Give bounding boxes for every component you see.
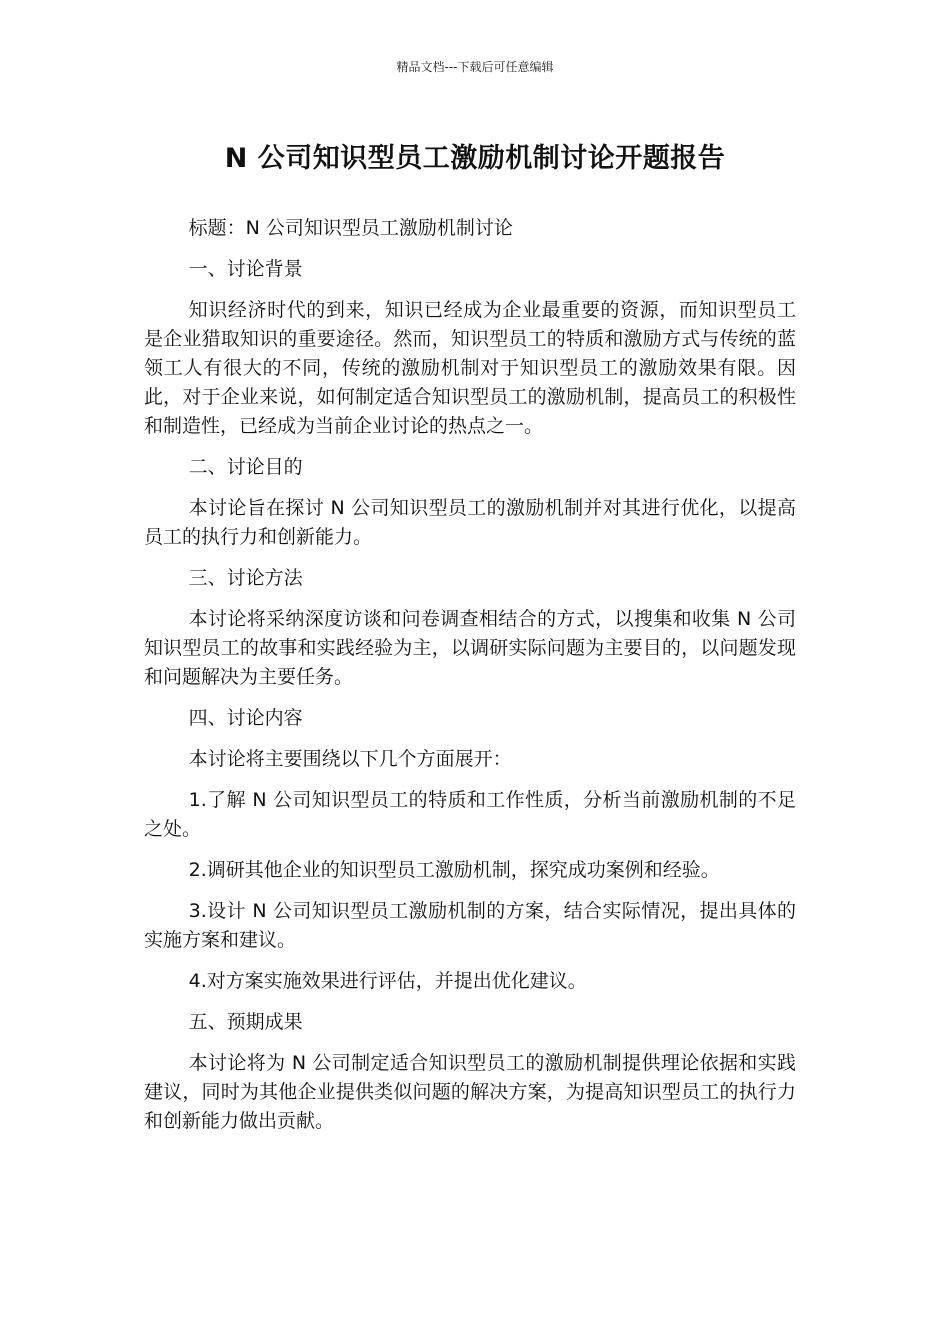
subject-line: 标题：N 公司知识型员工激励机制讨论 — [188, 217, 513, 239]
paragraph-method: 本讨论将采纳深度访谈和问卷调查相结合的方式，以搜集和收集 N 公司知识型员工的故事和实践经验为主，以调研实际问题为主要目的，以问题发现和问题解决为主要任务。 — [144, 608, 796, 688]
paragraph-outcome: 本讨论将为 N 公司制定适合知识型员工的激励机制提供理论依据和实践建议，同时为其他企业提供类似问题的解决方案，为提高知识型员工的执行力和创新能力做出贡献。 — [144, 1052, 796, 1132]
section-heading-content: 四、讨论内容 — [188, 707, 303, 729]
header-note: 精品文档---下载后可任意编辑 — [396, 60, 554, 74]
section-heading-outcome: 五、预期成果 — [188, 1011, 303, 1033]
paragraph-content-intro: 本讨论将主要围绕以下几个方面展开： — [188, 748, 512, 770]
list-item-content-2: 2.调研其他企业的知识型员工激励机制，探究成功案例和经验。 — [188, 859, 720, 881]
section-heading-purpose: 二、讨论目的 — [188, 456, 303, 478]
list-item-content-1: 1.了解 N 公司知识型员工的特质和工作性质，分析当前激励机制的不足之处。 — [144, 789, 796, 840]
section-heading-background: 一、讨论背景 — [188, 258, 303, 280]
paragraph-background: 知识经济时代的到来，知识已经成为企业最重要的资源，而知识型员工是企业猎取知识的重要途径。然而，知识型员工的特质和激励方式与传统的蓝领工人有很大的不同，传统的激励机制对于知识型员工的激励效果有限。因此，对于企业来说，如何制定适合知识型员工的激励机制，提高员工的积极性和制造性，已经成为当前企业讨论的热点之一。 — [144, 299, 796, 437]
list-item-content-4: 4.对方案实施效果进行评估，并提出优化建议。 — [188, 970, 587, 992]
section-heading-method: 三、讨论方法 — [188, 567, 303, 589]
paragraph-purpose: 本讨论旨在探讨 N 公司知识型员工的激励机制并对其进行优化，以提高员工的执行力和创新能力。 — [144, 497, 796, 548]
document-title: N 公司知识型员工激励机制讨论开题报告 — [224, 143, 726, 174]
document-body — [144, 214, 796, 1148]
list-item-content-3: 3.设计 N 公司知识型员工激励机制的方案，结合实际情况，提出具体的实施方案和建议。 — [144, 900, 796, 951]
